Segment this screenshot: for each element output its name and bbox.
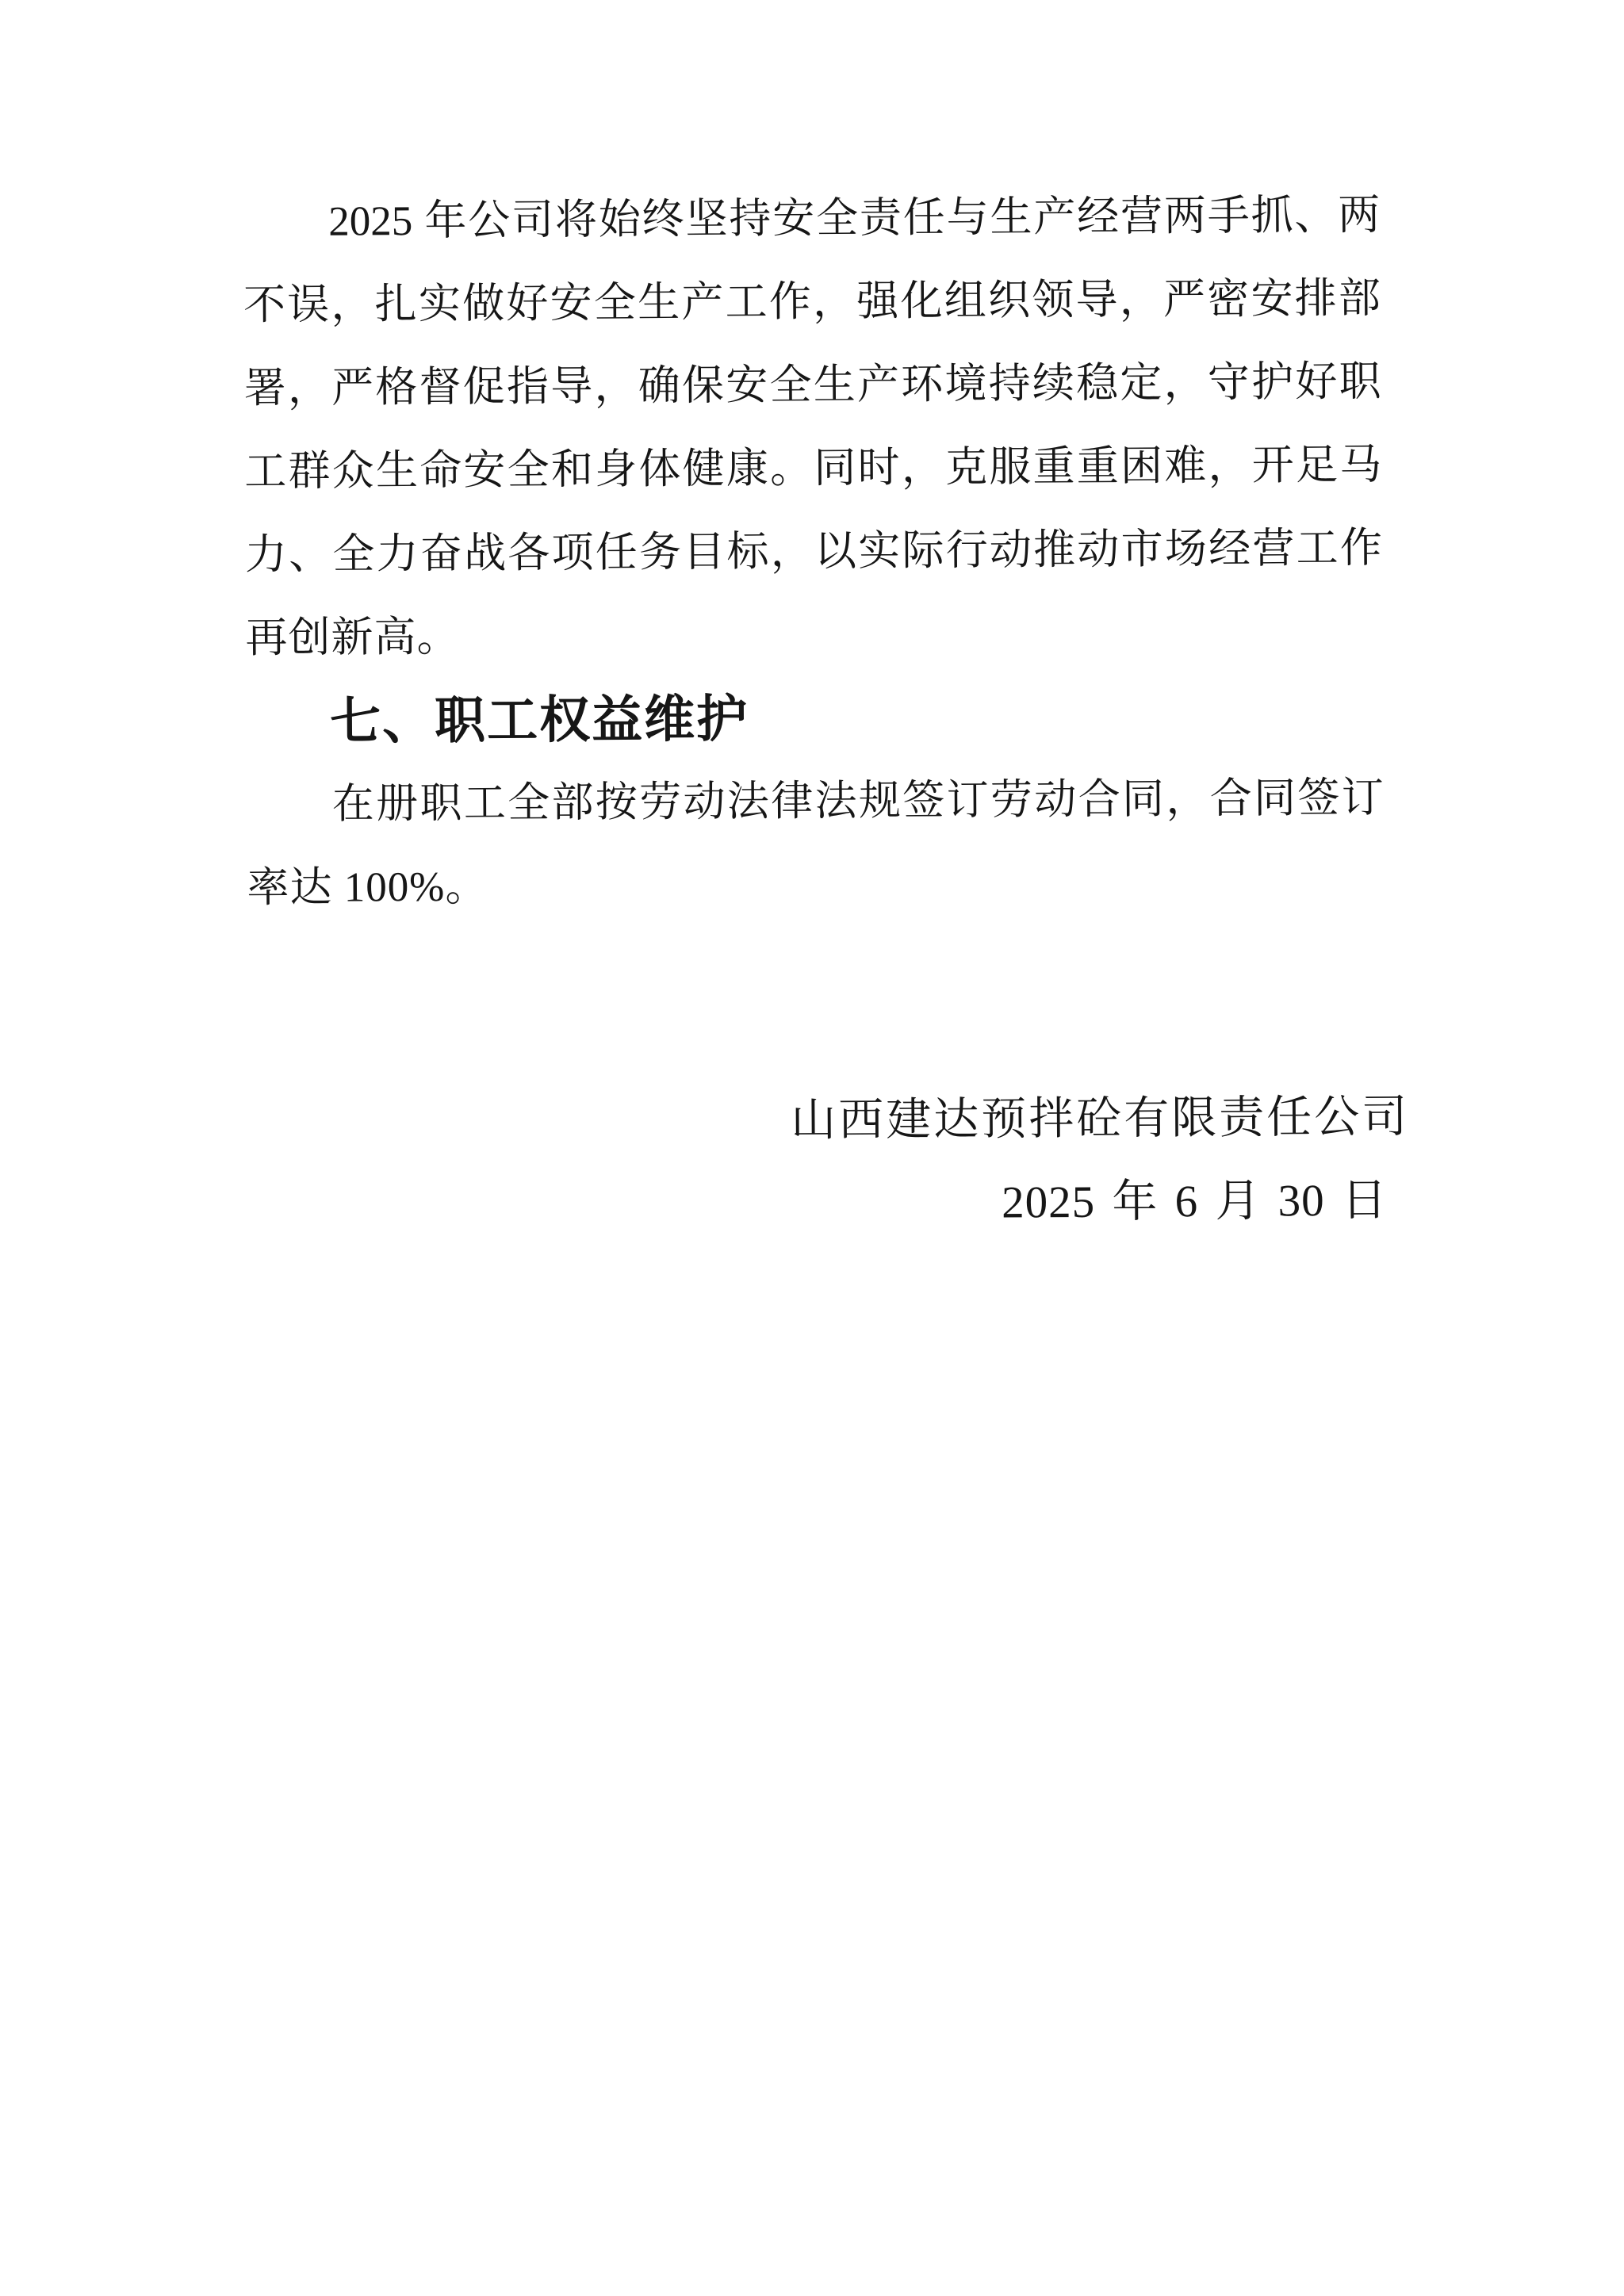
body-line: 在册职工全部按劳动法律法规签订劳动合同，合同签订 [331,775,1384,828]
body-line: 不误，扎实做好安全生产工作，强化组织领导，严密安排部 [243,275,1381,329]
section-heading: 七、职工权益维护 [329,690,749,750]
body-line: 2025 年公司将始终坚持安全责任与生产经营两手抓、两 [328,192,1381,245]
document-content [243,174,1410,1249]
body-line: 再创新高。 [245,614,460,662]
body-line: 工群众生命安全和身体健康。同时，克服重重困难，开足马 [244,442,1382,496]
body-line: 力、全力奋战各项任务目标，以实际行动推动市场经营工作 [244,525,1383,579]
signature-date: 2025 年 6 月 30 日 [1001,1175,1388,1228]
signature-company-name: 山西建达预拌砼有限责任公司 [791,1092,1410,1146]
signature-block [248,1076,1410,1249]
body-line: 率达 100%。 [247,863,488,912]
body-line: 署，严格督促指导，确保安全生产环境持续稳定，守护好职 [243,358,1381,412]
